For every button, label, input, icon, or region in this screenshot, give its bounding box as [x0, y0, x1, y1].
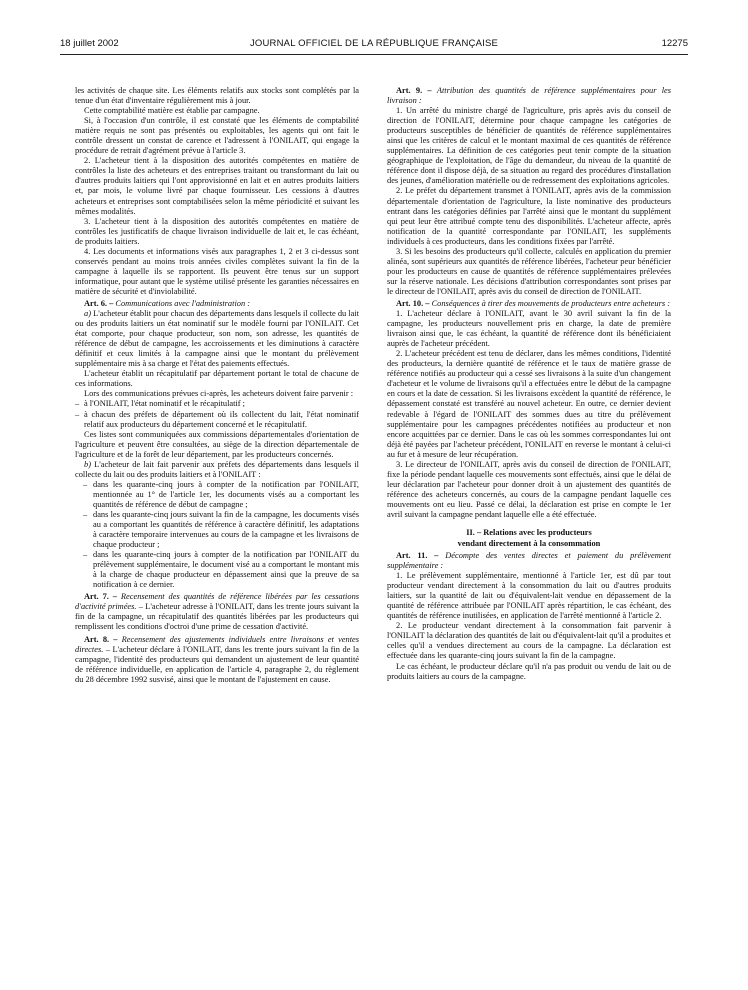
paragraph: 2. Le producteur vendant directement à la consommation fait parvenir à l'ONILAIT la déclaration des quantités de lait ou d'équivalent-lait qu'il a produites et celles qu'il a vendues directement au cours de la campagne. La déclaration est effectuée dans les quarante-cinq jours suivant la fin de la campagne.: [387, 621, 671, 661]
article-text: – L'acheteur adresse à l'ONILAIT, dans les trente jours suivant la fin de la campagne, un récapitulatif des quantités libérées par les producteurs qui remplissent les conditions d'octroi d'une prime de cessation d'activité.: [75, 602, 359, 632]
paragraph: Lors des communications prévues ci-après, les acheteurs doivent faire parvenir :: [84, 389, 354, 399]
article-label: Art. 10. –: [396, 298, 430, 308]
right-column: [387, 86, 671, 682]
article-9-heading: [387, 86, 671, 106]
section-heading-line: II. – Relations avec les producteurs: [466, 528, 592, 538]
paragraph-text: L'acheteur établit pour chacun des départements dans lesquels il collecte du lait ou des produits laitiers un état nominatif sur le modèle fourni par l'ONILAIT. Cet état comporte, pour chaque producteur, son nom, son adresse, les quantités de référence de début de campagne, les accroissements et les diminutions à caractère définitif et ceux limités à la campagne ainsi que le montant du prélèvement supplémentaire mis à sa charge et l'état des paiements effectués.: [75, 309, 359, 369]
article-label: Art. 6. –: [84, 298, 114, 308]
header-date: 18 juillet 2002: [60, 38, 119, 49]
article-6-heading: [75, 299, 359, 309]
paragraph: 1. Le prélèvement supplémentaire, mentionné à l'article 1er, est dû par tout producteur vendant directement à la consommation du lait ou d'autres produits laitiers, sur la quantité de lait ou d'équivalent-lait vendue en dépassement de la quantité de référence attribuée par l'ONILAIT après répartition, le cas échéant, des quantités de référence inutilisées, en application de l'arrêté mentionné à l'article 2.: [387, 571, 671, 621]
paragraph: 1. Un arrêté du ministre chargé de l'agriculture, pris après avis du conseil de direction de l'ONILAIT, détermine pour chaque campagne les catégories de producteurs susceptibles de bénéficier de quantités de référence supplémentaires ainsi que les critères de calcul et le montant maximal de ces quantités de référence supplémentaires. La définition de ces catégories peut tenir compte de la situation géographique de l'exploitation, de l'âge du demandeur, du niveau de la quantité de référence dont il dispose déjà, de sa situation au regard des procédures d'installation des jeunes, d'amélioration matérielle ou de redressement des exploitations agricoles.: [387, 106, 671, 186]
paragraph: Le cas échéant, le producteur déclare qu'il n'a pas produit ou vendu de lait ou de produits laitiers au cours de la campagne.: [387, 661, 671, 681]
article-8: [75, 635, 359, 685]
article-label: Art. 7. –: [84, 592, 117, 602]
item-letter: b): [84, 459, 91, 469]
article-title: Communications avec l'administration :: [115, 298, 251, 308]
header-rule: [60, 54, 688, 55]
dash-list: [75, 399, 359, 429]
paragraph: [75, 460, 359, 480]
paragraph: [75, 309, 359, 369]
list-item: – à chacun des préfets de département où ils collectent du lait, l'état nominatif relatif aux producteurs du département concerné et le récapitulatif.: [75, 410, 359, 430]
paragraph: 3. Le directeur de l'ONILAIT, après avis du conseil de direction de l'ONILAIT, fixe la période pendant laquelle ces mouvements sont effectués, ainsi que le délai de leur déclaration par l'acheteur pour donner droit à un ajustement des quantités de référence des acheteurs concernés, au cours de la campagne pendant laquelle ces mouvements ont eu lieu. Passé ce délai, la déclaration est prise en compte le 1er avril suivant la campagne pendant laquelle elle a été effectuée.: [387, 459, 671, 519]
article-label: Art. 8. –: [84, 634, 118, 644]
paragraph: 4. Les documents et informations visés aux paragraphes 1, 2 et 3 ci-dessus sont conservés pendant au moins trois années civiles complètes suivant la fin de la campagne à laquelle ils se rapportent. Ils peuvent être tenus sur un support informatique, pour autant que le système utilisé présente les garanties nécessaires en matière de sécurité et d'inviolabilité.: [75, 246, 359, 296]
article-title: Conséquences à tirer des mouvements de producteurs entre acheteurs :: [431, 298, 670, 308]
left-column: [75, 86, 359, 685]
journal-title: JOURNAL OFFICIEL DE LA RÉPUBLIQUE FRANÇAISE: [249, 38, 499, 49]
dash-list: [75, 480, 359, 591]
article-11-heading: [387, 551, 671, 571]
page-header: [60, 38, 688, 54]
paragraph: 3. L'acheteur tient à la disposition des autorités compétentes en matière de contrôles les justificatifs de chaque livraison individuelle de lait et, le cas échéant, de produits laitiers.: [75, 216, 359, 246]
paragraph: Cette comptabilité matière est établie par campagne.: [84, 106, 260, 116]
article-title: Décompte des ventes directes et paiement du prélèvement supplémentaire :: [387, 551, 672, 571]
paragraph: les activités de chaque site. Les éléments relatifs aux stocks sont complétés par la tenue d'un état d'inventaire régulièrement mis à jour.: [75, 86, 359, 106]
list-item: – dans les quarante-cinq jours suivant la fin de la campagne, les documents visés au a comportant les quantités de référence à caractère définitif, les adaptations à caractère temporaire intervenues au cours de la campagne et les livraisons de chaque producteur ;: [75, 510, 359, 550]
page-number: 12275: [661, 38, 688, 49]
article-title: Recensement des ajustements individuels entre livraisons et ventes directes.: [75, 634, 360, 654]
article-text: – L'acheteur déclare à l'ONILAIT, dans les trente jours suivant la fin de la campagne, l'identité des producteurs qui demandent un ajustement de leur quantité de référence individuelle, en application de l'article 4, paragraphe 2, du règlement du 28 décembre 1992 susvisé, ainsi que le montant de l'ajustement en cause.: [75, 644, 359, 684]
paragraph: Si, à l'occasion d'un contrôle, il est constaté que les éléments de comptabilité matière requis ne sont pas présentés ou exploitables, les agents qui ont fait le contrôle dressent un constat de carence et l'adressent à l'ONILAIT, qui engage la procédure de retrait d'agrément prévue à l'article 3.: [75, 116, 359, 156]
article-7: [75, 592, 359, 632]
article-title: Attribution des quantités de référence supplémentaires pour les livraison :: [387, 86, 671, 106]
paragraph: 2. Le préfet du département transmet à l'ONILAIT, après avis de la commission départementale d'orientation de l'agriculture, la liste nominative des producteurs entrant dans les catégories définies par l'arrêté ainsi que le montant du supplément qui peut leur être attribué compte tenu des disponibilités. L'acheteur affecte, après notification de la quantité correspondante par l'ONILAIT, les suppléments individuels à ces producteurs, dans les conditions fixées par l'arrêté.: [387, 186, 671, 246]
list-item: – à l'ONILAIT, l'état nominatif et le récapitulatif ;: [75, 399, 359, 409]
paragraph: 2. L'acheteur précédent est tenu de déclarer, dans les mêmes conditions, l'identité des producteurs, la dernière quantité de référence et le taux de matière grasse de référence notifiés au producteur qui a cessé ses livraisons à la suite d'un changement d'acheteur et le volume de livraisons qu'il a effectuées entre le début de la campagne en cours et la date de cessation. Si les livraisons excèdent la quantité de référence, le dépassement constaté est transféré au nouvel acheteur. En outre, ce dernier devient redevable à l'égard de l'ONILAIT des sommes dues au titre du prélèvement supplémentaire pour les campagnes précédentes notifiées au producteur et non encore acquittées par ce dernier. Dans le cas où les sommes correspondantes lui ont déjà été payées par l'acheteur précédent, l'ONILAIT en reverse le montant à celui-ci au fur et à mesure de leur récupération.: [387, 349, 671, 459]
article-label: Art. 9. –: [396, 86, 432, 95]
list-item: – dans les quarante-cinq jours à compter de la notification par l'ONILAIT du prélèvement supplémentaire, le document visé au a comportant le montant mis à la charge de chaque producteur en dépassement ainsi que la preuve de sa notification à ce dernier.: [75, 550, 359, 590]
paragraph: 3. Si les besoins des producteurs qu'il collecte, calculés en application du premier alinéa, sont supérieurs aux quantités de référence libérées, l'acheteur peur bénéficier pour les producteurs en cause de quantités de référence supplémentaires prélevées sur la réserve nationale. Les décisions d'attribution correspondantes sont prises par le directeur de l'ONILAIT, après avis du conseil de direction de l'ONILAIT.: [387, 246, 671, 296]
paragraph: Ces listes sont communiquées aux commissions départementales d'orientation de l'agriculture et peuvent être consultées, au siège de la direction départementale de l'agriculture et de la forêt de leur département, par les producteurs concernés.: [75, 429, 359, 459]
paragraph: 1. L'acheteur déclare à l'ONILAIT, avant le 30 avril suivant la fin de la campagne, les producteurs nouvellement pris en charge, la date de première livraison ainsi que, le cas échéant, la quantité de référence dont ils bénéficiaient auprès de l'acheteur précédent.: [387, 309, 671, 349]
paragraph: 2. L'acheteur tient à la disposition des autorités compétentes en matière de contrôles la liste des acheteurs et des entreprises traitant ou transformant du lait ou d'autres produits laitiers qui l'ont approvisionné en lait et en autres produits laitiers et, par mois, le volume livré par chaque fournisseur. Les cessions à d'autres acheteurs et entreprises sont comptabilisées selon la même périodicité et suivant les mêmes modalités.: [75, 156, 359, 216]
paragraph: L'acheteur établit un récapitulatif par département portant le total de chacune de ces informations.: [75, 369, 359, 389]
article-title: Recensement des quantités de référence libérées par les cessations d'activité primées.: [75, 592, 360, 612]
list-item: – dans les quarante-cinq jours à compter de la notification par l'ONILAIT, mentionnée au 1° de l'article 1er, les documents visés au a comportant les quantités de référence de début de campagne ;: [75, 480, 359, 510]
article-label: Art. 11. –: [396, 551, 439, 561]
item-letter: a): [84, 309, 91, 319]
section-heading-line: vendant directement à la consommation: [457, 538, 601, 548]
article-10-heading: [387, 299, 671, 309]
paragraph-text: L'acheteur de lait fait parvenir aux préfets des départements dans lesquels il collecte du lait ou des produits laitiers et à l'ONILAIT :: [75, 459, 359, 479]
section-heading: [387, 528, 671, 549]
